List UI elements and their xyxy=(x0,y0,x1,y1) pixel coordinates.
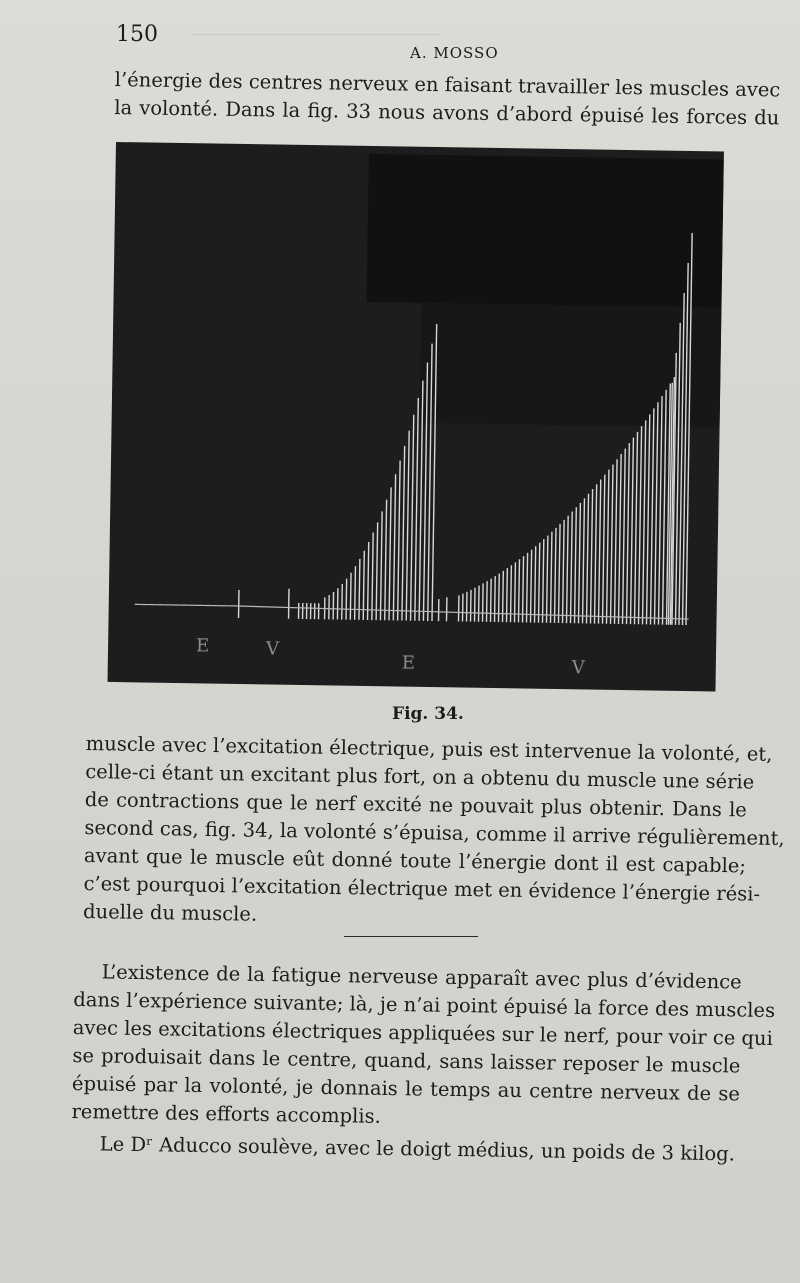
trace-stroke xyxy=(499,574,500,622)
trace-stroke xyxy=(578,503,580,623)
trace-stroke xyxy=(654,402,657,624)
text-line: second cas, fig. 34, la volonté s’épuisa, comme il arrive régulièrement, xyxy=(84,815,785,850)
trace-stroke xyxy=(475,588,476,622)
section-divider xyxy=(344,936,478,937)
trace-stroke xyxy=(519,559,520,622)
figure-label-v: V xyxy=(571,657,585,679)
trace-stroke xyxy=(586,494,588,624)
trace-stroke xyxy=(487,581,488,622)
trace-stroke xyxy=(554,528,555,623)
trace-stroke xyxy=(385,500,387,621)
trace-stroke xyxy=(393,474,395,620)
trace-stroke xyxy=(406,431,409,621)
trace-stroke xyxy=(515,562,516,622)
trace-stroke xyxy=(646,414,649,624)
trace-stroke xyxy=(642,420,645,624)
paragraph-2 xyxy=(82,730,785,936)
trace-stroke xyxy=(372,533,373,621)
trace-stroke xyxy=(402,446,405,621)
trace-stroke xyxy=(411,415,414,621)
trace-stroke xyxy=(432,324,437,621)
text-line: de contractions que le nerf excité ne pouvait plus obtenir. Dans le xyxy=(84,787,748,822)
text-line: avant que le muscle eût donné toute l’énergie dont il est capable; xyxy=(83,843,747,878)
trace-stroke xyxy=(495,576,496,622)
text-line: épuisé par la volonté, je donnais le temps au centre nerveux de se xyxy=(71,1071,741,1106)
trace-stroke xyxy=(423,362,427,620)
trace-stroke xyxy=(650,408,653,624)
trace-stroke xyxy=(543,539,544,623)
trace-stroke xyxy=(368,542,369,620)
trace-stroke xyxy=(503,571,504,622)
trace-stroke xyxy=(662,390,666,625)
text-line: dans l’expérience suivante; là, je n’ai point épuisé la force des muscles xyxy=(73,987,776,1023)
trace-stroke xyxy=(380,511,382,620)
text-line: celle-ci étant un excitant plus fort, on a obtenu du muscle une série xyxy=(85,759,755,794)
trace-stroke xyxy=(419,381,423,621)
trace-stroke xyxy=(491,579,492,622)
trace-stroke xyxy=(342,584,343,620)
text-line: duelle du muscle. xyxy=(82,899,258,926)
trace-stroke xyxy=(658,396,662,624)
figure-caption: Fig. 34. xyxy=(392,704,464,724)
trace-stroke xyxy=(602,475,604,624)
trace-stroke xyxy=(535,546,536,622)
trace-stroke xyxy=(610,464,613,623)
trace-stroke xyxy=(415,398,418,621)
fatigue-trace xyxy=(108,142,724,691)
trace-stroke xyxy=(428,344,432,621)
trace-stroke xyxy=(389,487,391,620)
trace-stroke xyxy=(355,566,356,620)
trace-stroke xyxy=(547,535,548,622)
trace-stroke xyxy=(614,459,617,624)
trace-stroke xyxy=(686,233,692,625)
trace-stroke xyxy=(606,470,608,624)
figure-label-e: E xyxy=(195,635,210,657)
trace-stroke xyxy=(479,586,480,622)
text-line: L’existence de la fatigue nerveuse apparaît avec plus d’évidence xyxy=(101,960,742,994)
trace-stroke xyxy=(376,522,378,620)
trace-stroke xyxy=(590,489,592,623)
trace-stroke xyxy=(539,543,540,623)
text-line: se produisait dans le centre, quand, sans laisser reposer le muscle xyxy=(72,1043,741,1078)
trace-stroke xyxy=(630,438,633,625)
trace-stroke xyxy=(398,460,401,620)
figure-34-myogram xyxy=(108,142,724,691)
text-line: remettre des efforts accomplis. xyxy=(71,1099,381,1128)
trace-stroke xyxy=(531,550,532,623)
text-line: Le Dʳ Aducco soulève, avec le doigt médius, un poids de 3 kilog. xyxy=(99,1132,736,1166)
trace-stroke xyxy=(523,556,524,622)
trace-stroke xyxy=(618,454,621,624)
trace-stroke xyxy=(527,553,528,623)
paragraph-3 xyxy=(71,958,776,1136)
trace-stroke xyxy=(582,498,584,623)
text-line: l’énergie des centres nerveux en faisant travailler les muscles avec xyxy=(114,67,781,102)
trace-stroke xyxy=(622,449,625,624)
paragraph-1 xyxy=(114,66,780,132)
figure-label-v: V xyxy=(265,638,280,660)
trace-stroke xyxy=(359,559,360,620)
text-line: c’est pourquoi l’excitation électrique met en évidence l’énergie rési- xyxy=(83,871,761,906)
trace-stroke xyxy=(598,480,600,624)
paragraph-4 xyxy=(72,1130,736,1168)
trace-stroke xyxy=(562,520,564,623)
text-line: avec les excitations électriques appliquées sur le nerf, pour voir ce qui xyxy=(72,1015,773,1050)
trace-stroke xyxy=(634,432,637,624)
trace-stroke xyxy=(350,573,351,620)
trace-stroke xyxy=(346,579,347,620)
trace-stroke xyxy=(566,516,568,623)
trace-stroke xyxy=(638,426,641,624)
trace-stroke xyxy=(626,443,629,624)
trace-stroke xyxy=(558,524,560,623)
trace-stroke xyxy=(483,583,484,621)
show-through-mark xyxy=(190,34,440,45)
page-number: 150 xyxy=(116,22,158,47)
running-head: A. MOSSO xyxy=(410,44,499,62)
text-line: la volonté. Dans la fig. 33 nous avons d’abord épuisé les forces du xyxy=(114,95,780,130)
trace-stroke xyxy=(594,484,596,623)
figure-label-e: E xyxy=(401,652,416,674)
trace-stroke xyxy=(574,507,576,623)
trace-stroke xyxy=(551,532,552,623)
trace-stroke xyxy=(570,512,572,624)
text-line: muscle avec l’excitation électrique, puis est intervenue la volonté, et, xyxy=(85,731,773,766)
